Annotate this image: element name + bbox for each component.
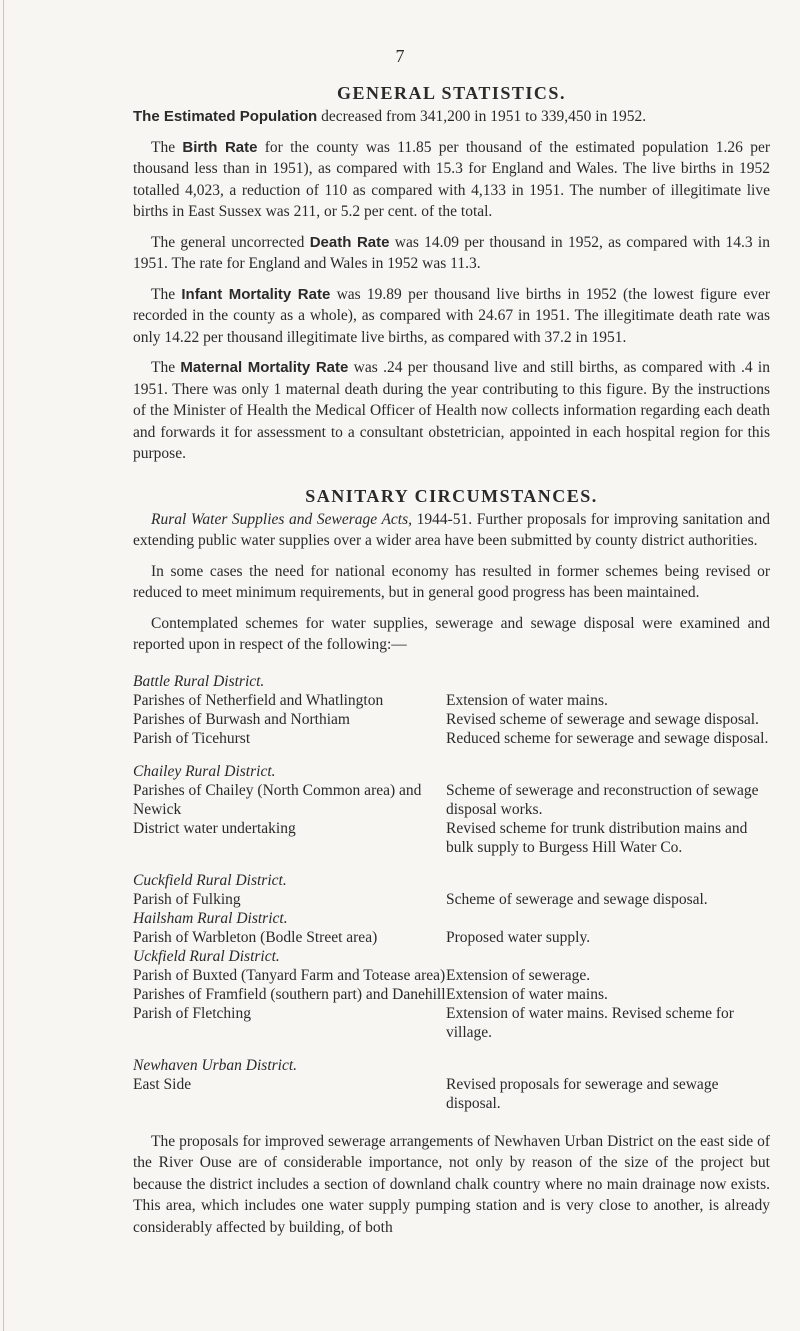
scheme-row: Parish of Fletching Extension of water mains. Revised scheme for village. (133, 1004, 734, 1041)
binding-edge (3, 0, 4, 1331)
scheme-row: Parishes of Netherfield and Whatlington Extension of water mains. (133, 691, 608, 709)
district-heading: Cuckfield Rural District. (133, 871, 287, 889)
contemplated-schemes-paragraph: Contemplated schemes for water supplies, sewerage and sewage disposal were examined and reported upon in respect of the following:— (133, 614, 770, 653)
scheme-row: Parish of Buxted (Tanyard Farm and Totease area) Extension of sewerage. (133, 966, 591, 984)
scheme-row: Parishes of Framfield (southern part) and Danehill Extension of water mains. (133, 985, 608, 1003)
district-heading: Hailsham Rural District. (133, 909, 288, 927)
scheme-row: East Side Revised proposals for sewerage and sewage disposal. (133, 1075, 719, 1112)
scheme-row: Parish of Warbleton (Bodle Street area) Proposed water supply. (133, 928, 591, 946)
death-rate-label: Death Rate (309, 233, 390, 251)
scheme-row: Parish of Fulking Scheme of sewerage and sewage disposal. (133, 890, 708, 908)
maternal-mortality-label: Maternal Mortality Rate (180, 359, 349, 376)
infant-mortality-label: Infant Mortality Rate (181, 285, 331, 303)
maternal-mortality-paragraph: The Maternal Mortality Rate was .24 per thousand live and still births, as compared with .4 in 1951. There was only 1 maternal death during the year contributing to this figure. By the instructions of the Minister of Health the Medical Officer of Health now collects information regarding each death and forwards it for assessment to a consultant obstetrician, appointed in each hospital region for this purpose. (133, 359, 770, 462)
sanitary-circumstances-heading: SANITARY CIRCUMSTANCES. (305, 485, 598, 506)
scheme-row: Parish of Ticehurst Reduced scheme for sewerage and sewage disposal. (133, 729, 769, 747)
district-heading: Newhaven Urban District. (133, 1056, 298, 1074)
estimated-population-label: The Estimated Population (133, 108, 318, 125)
acts-title: Rural Water Supplies and Sewerage Acts, (151, 510, 413, 528)
newhaven-proposals-paragraph: The proposals for improved sewerage arrangements of Newhaven Urban District on the east side of the River Ouse are of considerable importance, not only by reason of the size of the project but because the district includes a section of downland chalk country where no main drainage now exists. This area, which includes one water supply pumping station and is very close to another, is already considerably affected by building, of both (133, 1132, 770, 1236)
scheme-row: Parishes of Chailey (North Common area) and Newick Scheme of sewerage and reconstruction of sewage disposal works. (133, 781, 759, 818)
district-heading: Uckfield Rural District. (133, 947, 280, 965)
estimated-population-paragraph: The Estimated Population decreased from 341,200 in 1951 to 339,450 in 1952. (133, 108, 647, 125)
scheme-row: District water undertaking Revised scheme for trunk distribution mains and bulk supply to Burgess Hill Water Co. (133, 819, 748, 856)
page-number: 7 (395, 46, 405, 66)
birth-rate-label: Birth Rate (182, 138, 258, 156)
page-content (133, 80, 770, 1238)
schemes-list (133, 672, 770, 1113)
district-heading: Chailey Rural District. (133, 762, 276, 780)
water-supplies-paragraph: Rural Water Supplies and Sewerage Acts, 1944-51. Further proposals for improving sanitation and extending public water supplies over a wider area have been submitted by county district authorities. (133, 510, 770, 549)
district-heading: Battle Rural District. (133, 672, 265, 690)
economy-paragraph: In some cases the need for national economy has resulted in former schemes being revised or reduced to meet minimum requirements, but in general good progress has been maintained. (133, 562, 770, 601)
general-statistics-heading: GENERAL STATISTICS. (337, 83, 566, 103)
infant-mortality-paragraph: The Infant Mortality Rate was 19.89 per thousand live births in 1952 (the lowest figure ever recorded in the county as a whole), as compared with 24.67 in 1951. The illegitimate death rate was only 14.22 per thousand illegitimate live births, as compared with 37.2 in 1951. (133, 285, 770, 346)
birth-rate-paragraph: The Birth Rate for the county was 11.85 per thousand of the estimated population 1.26 per thousand less than in 1951), as compared with 15.3 for England and Wales. The live births in 1952 totalled 4,023, a reduction of 110 as compared with 4,133 in 1951. The number of illegitimate live births in East Sussex was 211, or 5.2 per cent. of the total. (133, 138, 770, 220)
scheme-row: Parishes of Burwash and Northiam Revised scheme of sewerage and sewage disposal. (133, 710, 759, 728)
death-rate-paragraph: The general uncorrected Death Rate was 14.09 per thousand in 1952, as compared with 14.3 in 1951. The rate for England and Wales in 1952 was 11.3. (133, 233, 770, 272)
